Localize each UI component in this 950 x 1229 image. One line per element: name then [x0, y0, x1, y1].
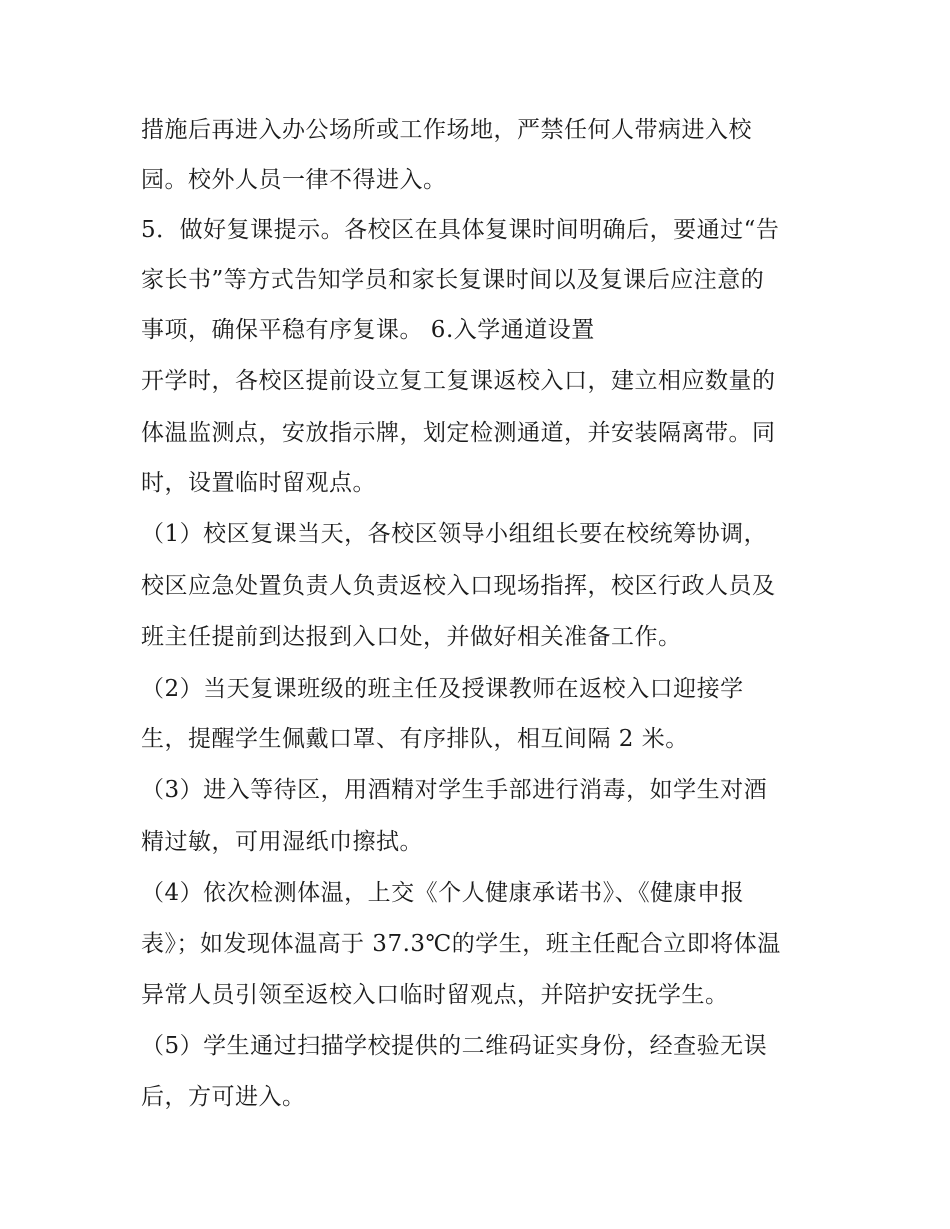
text-line: （4）依次检测体温，上交《个人健康承诺书》、《健康申报 [141, 880, 745, 906]
text-line: 体温监测点，安放指示牌，划定检测通道，并安装隔离带。同 [141, 420, 776, 446]
text-line: 表》；如发现体温高于 37.3℃的学生，班主任配合立即将体温 [141, 931, 781, 957]
text-line: 生，提醒学生佩戴口罩、有序排队，相互间隔 2 米。 [141, 726, 689, 752]
text-line: 园。校外人员一律不得进入。 [141, 167, 447, 193]
text-line: 家长书”等方式告知学员和家长复课时间以及复课后应注意的 [141, 267, 765, 293]
text-line: （1）校区复课当天，各校区领导小组组长要在校统筹协调， [141, 521, 768, 547]
text-line: （3）进入等待区，用酒精对学生手部进行消毒，如学生对酒 [141, 777, 768, 803]
text-line: （2）当天复课班级的班主任及授课教师在返校入口迎接学 [141, 676, 744, 702]
text-line: 精过敏，可用湿纸巾擦拭。 [141, 829, 423, 855]
text-line: 5．做好复课提示。各校区在具体复课时间明确后，要通过“告 [141, 217, 780, 243]
text-line: （5）学生通过扫描学校提供的二维码证实身份，经查验无误 [141, 1033, 768, 1059]
text-line: 校区应急处置负责人负责返校入口现场指挥，校区行政人员及 [141, 573, 776, 599]
text-line: 时，设置临时留观点。 [141, 470, 376, 496]
text-line: 开学时，各校区提前设立复工复课返校入口，建立相应数量的 [141, 368, 776, 394]
text-line: 后，方可进入。 [141, 1084, 306, 1110]
text-line: 异常人员引领至返校入口临时留观点，并陪护安抚学生。 [141, 982, 729, 1008]
text-line: 事项，确保平稳有序复课。 6.入学通道设置 [141, 317, 595, 343]
text-line: 班主任提前到达报到入口处，并做好相关准备工作。 [141, 624, 682, 650]
text-line: 措施后再进入办公场所或工作场地，严禁任何人带病进入校 [141, 117, 752, 143]
